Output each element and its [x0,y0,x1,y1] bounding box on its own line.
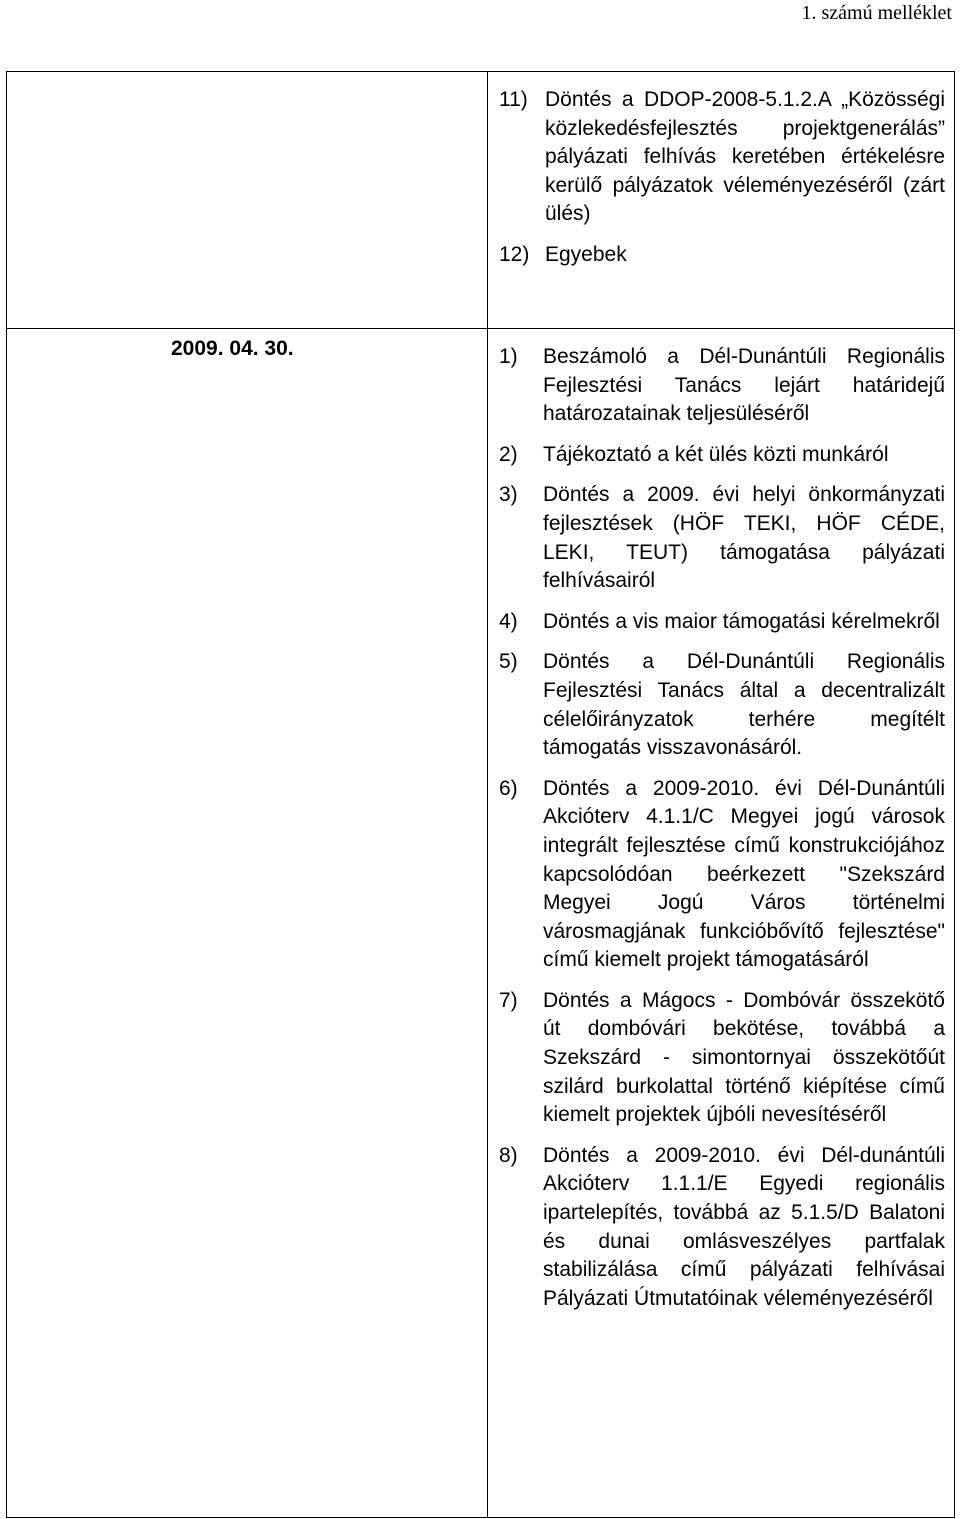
agenda-item-text: Döntés a 2009-2010. évi Dél-dunántúli Akcióterv 1.1.1/E Egyedi regionális ipartelepítés, továbbá az 5.1.5/D Balatoni és dunai omlásveszélyes partfalak stabilizálása című pályázati felhívásai Pályázati Útmutatóinak véleményezéséről [543,1143,945,1310]
annex-title: 1. számú melléklet [801,2,952,24]
agenda-item-text: Tájékoztató a két ülés közti munkáról [543,442,889,466]
meeting-date: 2009. 04. 30. [171,337,294,360]
agenda-item-text: Döntés a 2009-2010. évi Dél-Dunántúli Akcióterv 4.1.1/C Megyei jogú városok integrált fejlesztése című konstrukciójához kapcsolódóan beérkezett "Szekszárd Megyei Jogú Város történelmi városmagjának funkcióbővítő fejlesztése" című kiemelt projekt támogatásáról [543,776,945,972]
agenda-item-text: Döntés a Dél-Dunántúli Regionális Fejlesztési Tanács által a decentralizált célelőirányzatok terhére megítélt támogatás visszavonásáról. [543,650,945,760]
meeting-agenda [499,343,945,1325]
agenda-item-number: 5) [499,650,518,674]
agenda-item-text: Beszámoló a Dél-Dunántúli Regionális Fejlesztési Tanács lejárt határidejű határozatainak teljesüléséről [543,345,945,426]
agenda-item-number: 8) [499,1143,518,1167]
agenda-item-text: Egyebek [545,242,627,266]
agenda-item-text: Döntés a Mágocs - Dombóvár összekötő út dombóvári bekötése, továbbá a Szekszárd - simontornyai összekötőút szilárd burkolattal történő kiépítése című kiemelt projektek újbóli nevesítéséről [543,988,945,1127]
agenda-item-number: 11) [499,88,528,111]
agenda-item [499,648,945,762]
agenda-item-number: 4) [499,609,518,633]
agenda-item-text: Döntés a vis maior támogatási kérelmekről [543,609,940,633]
row-divider [7,328,954,329]
agenda-item [499,987,945,1130]
agenda-item [499,441,945,470]
agenda-item [499,241,945,270]
agenda-item [499,86,945,229]
agenda-item [499,1142,945,1314]
agenda-table [6,71,955,1518]
agenda-item-number: 2) [499,442,518,466]
agenda-item-number: 3) [499,483,518,507]
agenda-item [499,343,945,429]
previous-meeting-agenda [499,86,945,282]
agenda-item [499,481,945,595]
agenda-item-number: 6) [499,776,518,800]
agenda-item-text: Döntés a DDOP-2008-5.1.2.A „Közösségi közlekedésfejlesztés projektgenerálás” pályázati felhívás keretében értékelésre kerülő pályázatok véleményezéséről (zárt ülés) [545,88,945,226]
agenda-item-number: 7) [499,988,518,1012]
agenda-item-number: 12) [499,242,530,266]
agenda-item-number: 1) [499,345,518,368]
column-divider [487,72,488,1517]
agenda-item-text: Döntés a 2009. évi helyi önkormányzati fejlesztések (HÖF TEKI, HÖF CÉDE, LEKI, TEUT) támogatása pályázati felhívásairól [543,483,945,593]
agenda-item [499,608,945,637]
agenda-item [499,775,945,975]
